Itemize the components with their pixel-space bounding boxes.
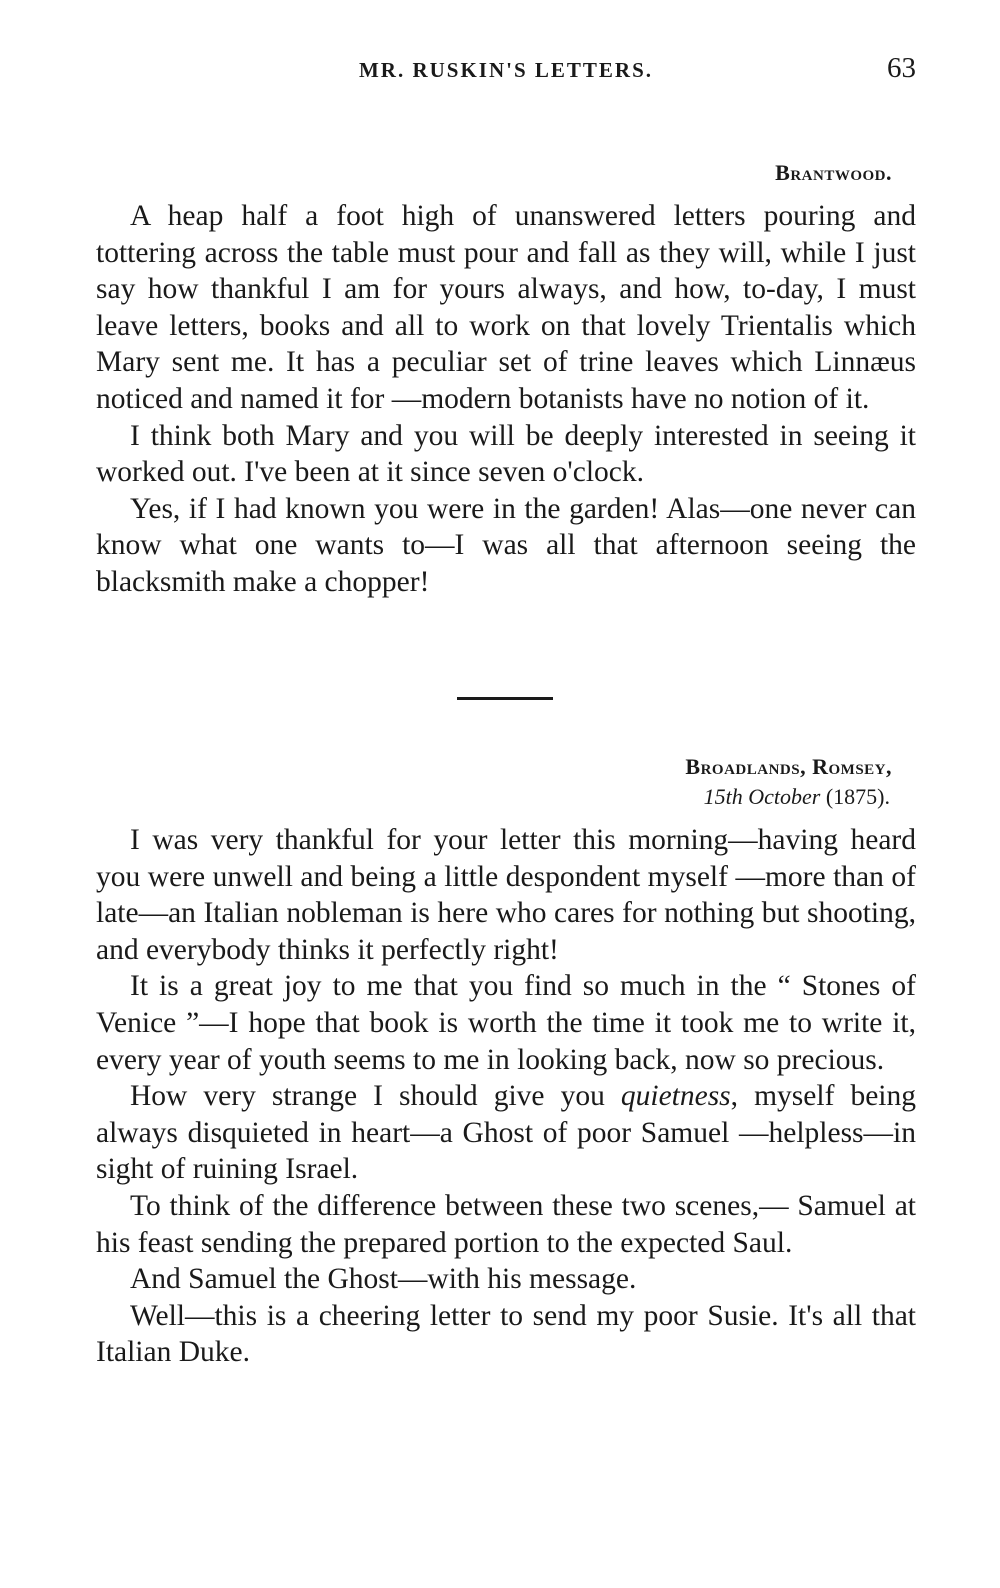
paragraph-text: How very strange I should give you bbox=[130, 1080, 621, 1113]
letter-body bbox=[96, 198, 916, 601]
paragraph-text: , myself being always disquieted in heart—a Ghost of poor Samuel —helpless—in sight of ruining Israel. bbox=[96, 1080, 916, 1186]
paragraph: Yes, if I had known you were in the garden! Alas—one never can know what one wants to—I was all that afternoon seeing the blacksmith make a chopper! bbox=[96, 492, 916, 598]
paragraph: Well—this is a cheering letter to send my poor Susie. It's all that Italian Duke. bbox=[96, 1299, 916, 1369]
page-number: 63 bbox=[887, 52, 916, 84]
paragraph: I think both Mary and you will be deeply interested in seeing it worked out. I've been at it since seven o'clock. bbox=[96, 419, 916, 489]
paragraph bbox=[96, 1078, 916, 1188]
letter-broadlands bbox=[96, 752, 916, 1371]
letter-body bbox=[96, 822, 916, 1371]
running-head bbox=[96, 52, 916, 88]
running-title: MR. RUSKIN'S LETTERS. bbox=[358, 58, 654, 82]
book-page bbox=[96, 0, 916, 1588]
letter-brantwood bbox=[96, 158, 916, 601]
letter-place: Broadlands, Romsey, bbox=[685, 754, 892, 779]
section-divider bbox=[457, 697, 553, 700]
paragraph: And Samuel the Ghost—with his message. bbox=[130, 1263, 637, 1296]
letter-place: Brantwood. bbox=[775, 160, 892, 185]
letter-date-year: (1875). bbox=[825, 784, 890, 809]
paragraph: I was very thankful for your letter this morning—having heard you were unwell and being a little despondent myself —more than of late—an Italian nobleman is here who cares for nothing but shooting, and everybody thinks it perfectly right! bbox=[96, 824, 916, 966]
paragraph: It is a great joy to me that you find so much in the “ Stones of Venice ”—I hope that book is worth the time it took me to write it, every year of youth seems to me in looking back, now so precious. bbox=[96, 970, 916, 1076]
letter-date bbox=[96, 782, 916, 812]
paragraph-italic-word: quietness bbox=[620, 1080, 731, 1113]
paragraph: A heap half a foot high of unanswered letters pouring and tottering across the table must pour and fall as they will, while I just say how thankful I am for yours always, and how, to-day, I must leave letters, books and all to work on that lovely Trientalis which Mary sent me. It has a peculiar set of trine leaves which Linnæus noticed and named it for —modern botanists have no notion of it. bbox=[96, 200, 916, 415]
paragraph: To think of the difference between these two scenes,— Samuel at his feast sending the prepared portion to the expected Saul. bbox=[96, 1189, 916, 1259]
letter-date-day: 15th October bbox=[703, 784, 821, 809]
